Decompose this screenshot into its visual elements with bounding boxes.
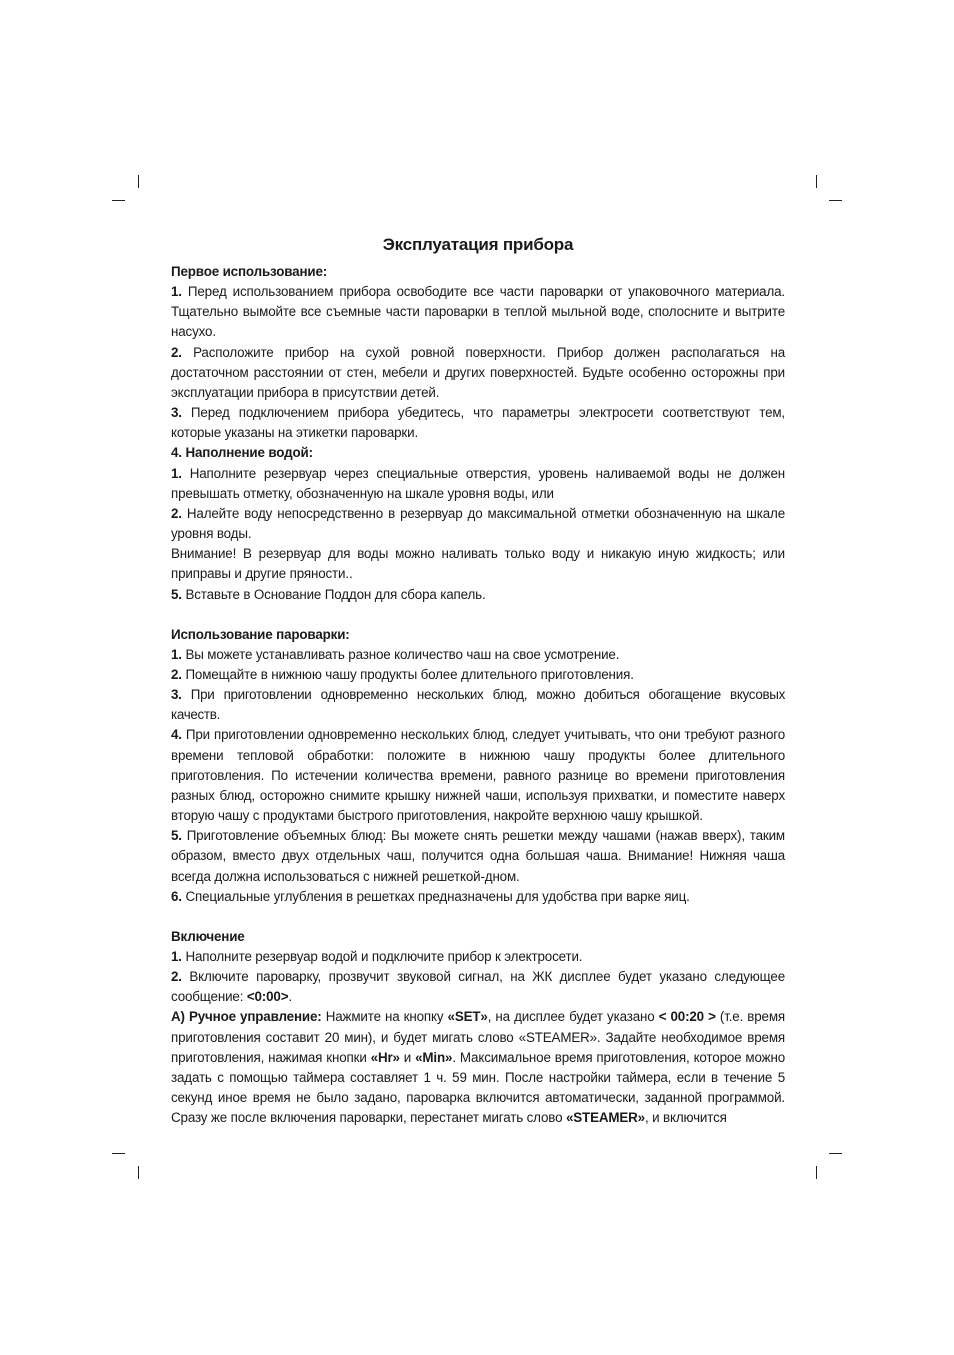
crop-mark: [816, 175, 817, 188]
crop-mark: [112, 200, 125, 201]
paragraph: 1. Перед использованием прибора освободите все части пароварки от упаковочного материала. Тщательно вымойте все съемные части пароварки в теплой мыльной воде, сполосните и вытрите насухо.: [171, 284, 785, 340]
warning-paragraph: Внимание! В резервуар для воды можно наливать только воду и никакую иную жидкость; или приправы и другие пряности..: [171, 546, 785, 582]
paragraph: 5. Вставьте в Основание Поддон для сбора капель.: [171, 586, 486, 602]
crop-mark: [829, 200, 842, 201]
paragraph: 2. Расположите прибор на сухой ровной поверхности. Прибор должен располагаться на достаточном расстоянии от стен, мебели и других поверхностей. Будьте особенно осторожны при эксплуатации прибора в присутствии детей.: [171, 344, 785, 400]
crop-mark: [138, 1166, 139, 1179]
section-heading-steamer-use: Использование пароварки:: [171, 626, 350, 642]
paragraph: 1. Вы можете устанавливать разное количество чаш на свое усмотрение.: [171, 646, 620, 662]
paragraph: 4. При приготовлении одновременно нескольких блюд, следует учитывать, что они требуют разного времени тепловой обработки: положите в нижнюю чашу продукты более длительного приготовления. По истечении количества времени, равного разнице во времени приготовления разных блюд, осторожно снимите крышку нижней чаши, используя прихватки, и поместите наверх вторую чашу с продуктами быстрого приготовления, накройте верхнюю чашу крышкой.: [171, 727, 785, 824]
paragraph: 6. Специальные углубления в решетках предназначены для удобства при варке яиц.: [171, 888, 690, 904]
paragraph: 2. Включите пароварку, прозвучит звуковой сигнал, на ЖК дисплее будет указано следующее сообщение: <0:00>.: [171, 969, 785, 1005]
spacer: [171, 907, 785, 927]
paragraph-manual-control: А) Ручное управление: Нажмите на кнопку «SET», на дисплее будет указано < 00:20 > (т.е. время приготовления составит 20 мин), и будет мигать слово «STEAMER». Задайте необходимое время приготовления, нажимая кнопки «Hr» и «Min». Максимальное время приготовления, которое можно задать с помощью таймера составляет 1 ч. 59 мин. После настройки таймера, если в течение 5 секунд иное время не было задано, пароварка включится автоматически, заданной программой. Сразу же после включения пароварки, перестанет мигать слово «STEAMER», и включится: [171, 1009, 785, 1126]
section-heading-water-fill: 4. Наполнение водой:: [171, 445, 313, 461]
paragraph: 1. Наполните резервуар водой и подключите прибор к электросети.: [171, 949, 583, 964]
crop-mark: [138, 175, 139, 188]
section-heading-power-on: Включение: [171, 928, 245, 944]
paragraph: 2. Помещайте в нижнюю чашу продукты более длительного приготовления.: [171, 666, 634, 682]
paragraph: 2. Налейте воду непосредственно в резервуар до максимальной отметки обозначенную на шкале уровня воды.: [171, 505, 785, 542]
document-body: [171, 232, 785, 1128]
spacer: [171, 605, 785, 625]
crop-mark: [816, 1166, 817, 1179]
paragraph: 5. Приготовление объемных блюд: Вы можете снять решетки между чашами (нажав вверх), таким образом, вместо двух отдельных чаш, получится одна большая чаша. Внимание! Нижняя чаша всегда должна использоваться с нижней решеткой-дном.: [171, 828, 785, 884]
paragraph: 3. При приготовлении одновременно нескольких блюд, можно добиться обогащение вкусовых качеств.: [171, 687, 785, 723]
display-code: <0:00>: [246, 989, 289, 1005]
paragraph: 1. Наполните резервуар через специальные отверстия, уровень наливаемой воды не должен превышать отметку, обозначенную на шкале уровня воды, или: [171, 465, 785, 501]
crop-mark: [112, 1153, 125, 1154]
page-title: Эксплуатация прибора: [382, 235, 574, 254]
paragraph: 3. Перед подключением прибора убедитесь, что параметры электросети соответствуют тем, которые указаны на этикетки пароварки.: [171, 405, 785, 441]
section-heading-first-use: Первое использование:: [171, 264, 328, 279]
crop-mark: [829, 1153, 842, 1154]
